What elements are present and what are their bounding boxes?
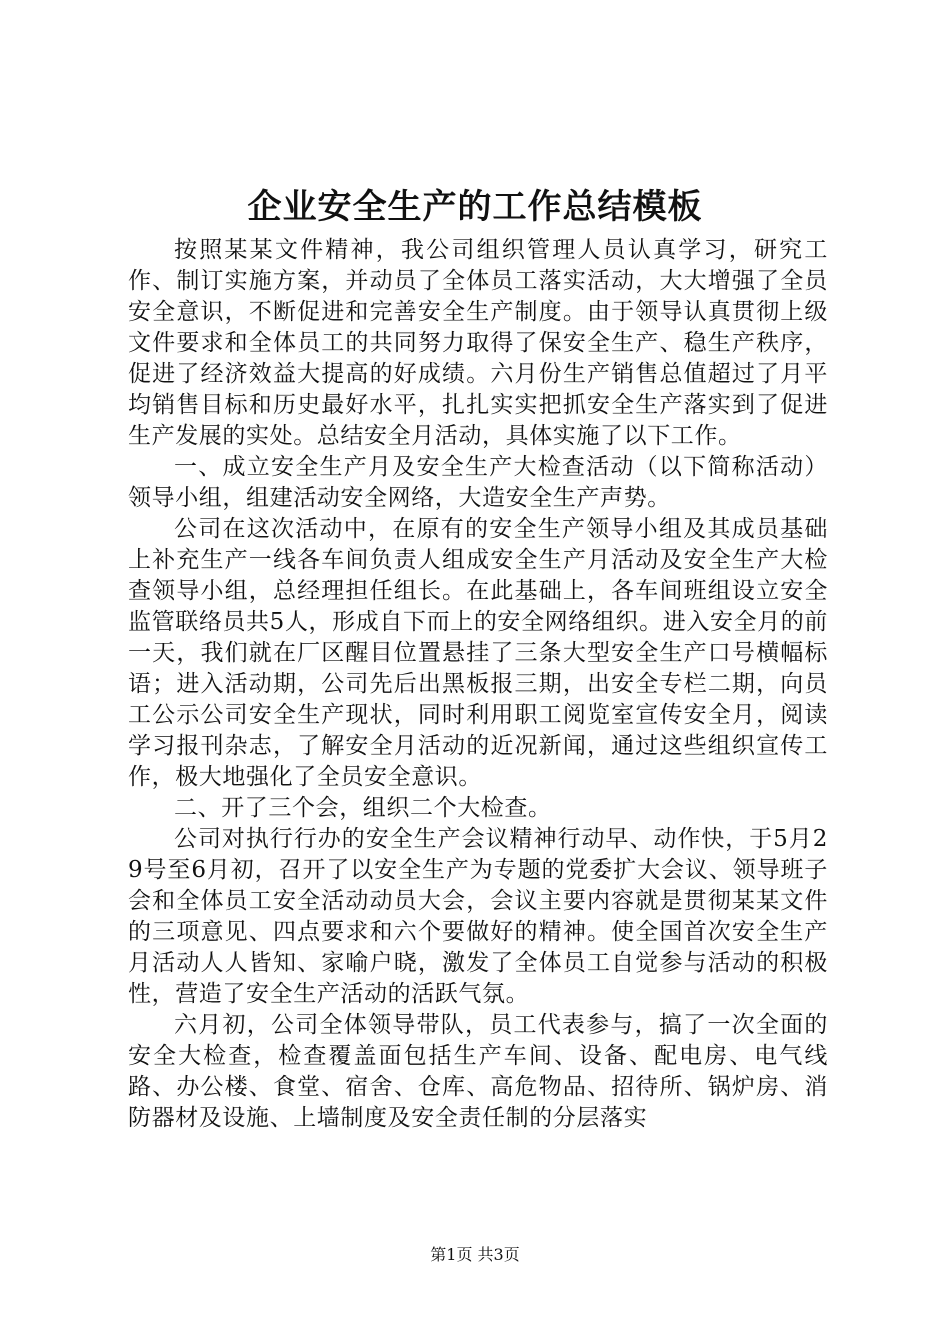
paragraph-section-2-heading: 二、开了三个会，组织二个大检查。 xyxy=(174,795,552,821)
paragraph-inspection: 六月初，公司全体领导带队，员工代表参与，搞了一次全面的安全大检查，检查覆盖面包括生产车间、设备、配电房、电气线路、办公楼、食堂、宿舍、仓库、高危物品、招待所、锅炉房、消防器材及设施、上墙制度及安全责任制的分层落实 xyxy=(128,1012,828,1131)
paragraph-section-2-body: 公司对执行行办的安全生产会议精神行动早、动作快，于5月29号至6月初，召开了以安全生产为专题的党委扩大会议、领导班子会和全体员工安全活动动员大会，会议主要内容就是贯彻某某文件的三项意见、四点要求和六个要做好的精神。使全国首次安全生产月活动人人皆知、家喻户晓，激发了全体员工自觉参与活动的积极性，营造了安全生产活动的活跃气氛。 xyxy=(128,826,828,1007)
document-body xyxy=(128,235,828,1134)
page-number-footer: 第1页 共3页 xyxy=(430,1245,520,1264)
paragraph-section-1-body: 公司在这次活动中，在原有的安全生产领导小组及其成员基础上补充生产一线各车间负责人组成安全生产月活动及安全生产大检查领导小组，总经理担任组长。在此基础上，各车间班组设立安全监管联络员共5人，形成自下而上的安全网络组织。进入安全月的前一天，我们就在厂区醒目位置悬挂了三条大型安全生产口号横幅标语；进入活动期，公司先后出黑板报三期，出安全专栏二期，向员工公示公司安全生产现状，同时利用职工阅览室宣传安全月，阅读学习报刊杂志，了解安全月活动的近况新闻，通过这些组织宣传工作，极大地强化了全员安全意识。 xyxy=(128,516,828,790)
paragraph-section-1-heading: 一、成立安全生产月及安全生产大检查活动（以下简称活动）领导小组，组建活动安全网络，大造安全生产声势。 xyxy=(128,454,828,511)
document-title: 企业安全生产的工作总结模板 xyxy=(247,187,703,227)
paragraph-intro: 按照某某文件精神，我公司组织管理人员认真学习，研究工作、制订实施方案，并动员了全体员工落实活动，大大增强了全员安全意识，不断促进和完善安全生产制度。由于领导认真贯彻上级文件要求和全体员工的共同努力取得了保安全生产、稳生产秩序，促进了经济效益大提高的好成绩。六月份生产销售总值超过了月平均销售目标和历史最好水平，扎扎实实把抓安全生产落实到了促进生产发展的实处。总结安全月活动，具体实施了以下工作。 xyxy=(128,237,828,449)
